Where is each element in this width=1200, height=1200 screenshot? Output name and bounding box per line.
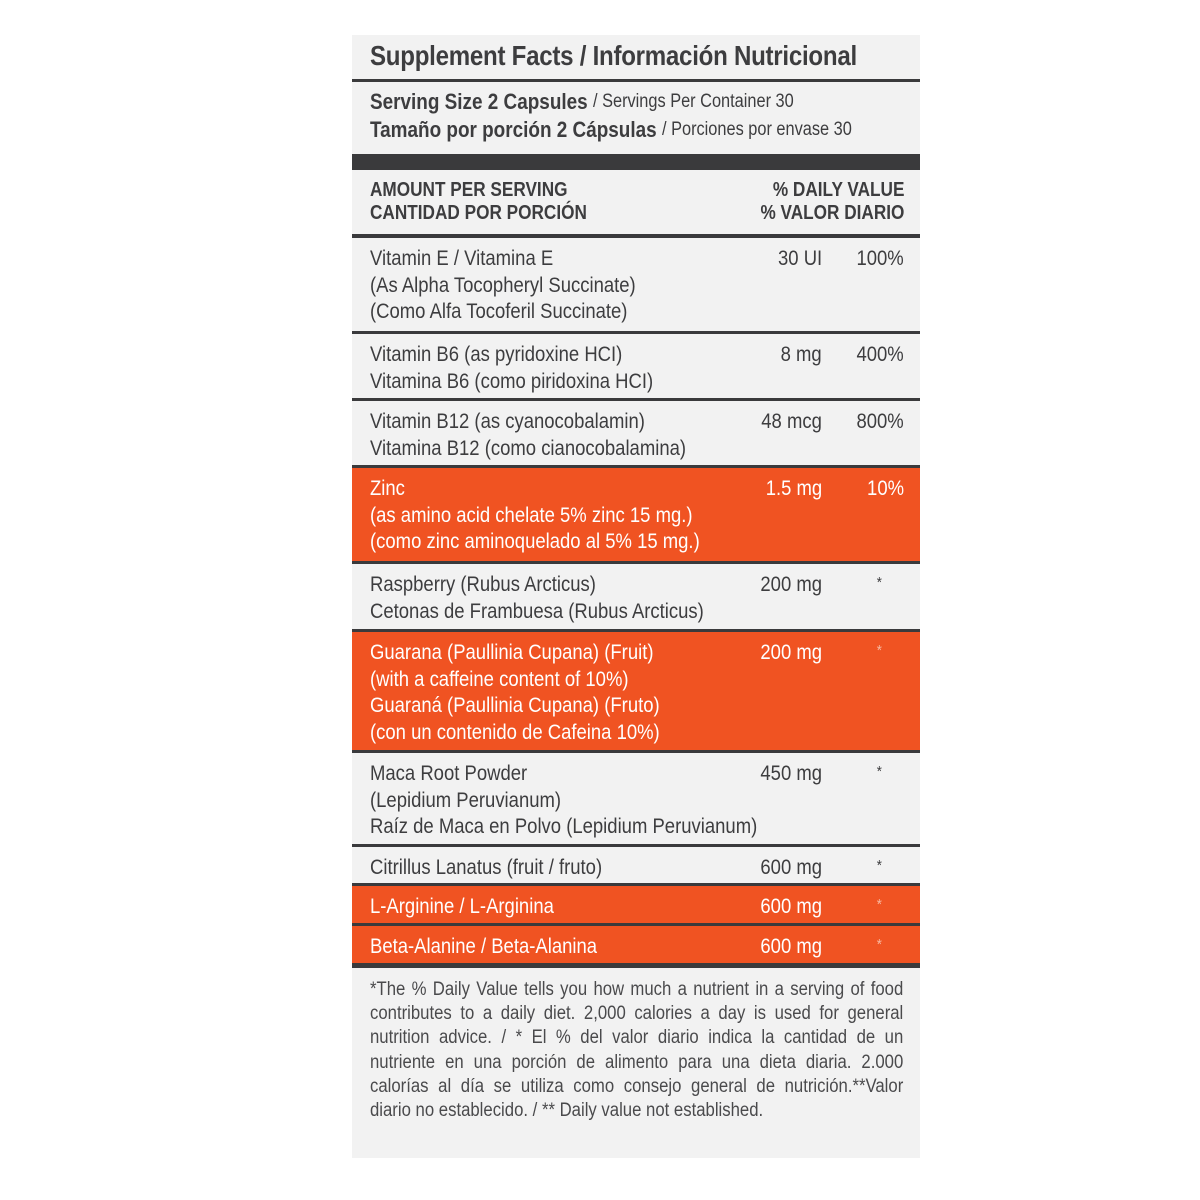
daily-value-header-es: % VALOR DIARIO [760, 202, 904, 224]
nutrient-row [352, 238, 920, 334]
serving-size-en: Serving Size 2 Capsules [370, 89, 588, 114]
servings-per-container-en: / Servings Per Container 30 [592, 91, 794, 112]
daily-value-header-en: % DAILY VALUE [772, 179, 904, 201]
nutrient-amount: 450 mg [760, 762, 822, 785]
nutrient-amount: 200 mg [760, 573, 822, 596]
nutrient-row [352, 753, 920, 847]
nutrient-amount: 1.5 mg [765, 477, 822, 500]
nutrient-daily-value: 400% [856, 343, 904, 366]
nutrient-name-line: (with a caffeine content of 10%) [370, 667, 629, 691]
nutrient-name [370, 342, 692, 395]
nutrient-amount: 30 UI [777, 247, 822, 270]
nutrient-amount: 600 mg [760, 895, 822, 918]
serving-line-es [370, 116, 920, 144]
nutrient-name-line: (como zinc aminoquelado al 5% 15 mg.) [370, 530, 700, 553]
nutrient-row [352, 926, 920, 968]
nutrient-row [352, 847, 920, 886]
nutrient-rows [352, 238, 920, 968]
panel-title [352, 35, 920, 82]
amount-header-en: AMOUNT PER SERVING [370, 179, 568, 201]
title-text: Supplement Facts / Información Nutricional [370, 40, 857, 71]
nutrient-name [370, 246, 672, 326]
nutrient-name-line: Vitamin E / Vitamina E [370, 247, 554, 270]
nutrient-daily-value: 10% [867, 477, 904, 500]
nutrient-row [352, 401, 920, 468]
nutrient-name-line: Citrillus Lanatus (fruit / fruto) [370, 856, 603, 879]
nutrient-amount: 200 mg [760, 641, 822, 664]
nutrient-name-line: (Como Alfa Tocoferil Succinate) [370, 300, 628, 323]
nutrient-name [370, 476, 745, 556]
serving-line-en [370, 88, 920, 116]
serving-info [352, 82, 920, 154]
nutrient-name-line: Zinc [370, 477, 405, 500]
nutrient-row [352, 564, 920, 632]
amount-header-es: CANTIDAD POR PORCIÓN [370, 202, 587, 224]
nutrient-name [370, 934, 628, 961]
divider-bar [352, 154, 920, 170]
nutrient-name [370, 409, 729, 462]
nutrient-daily-value: * [876, 936, 882, 953]
nutrient-name-line: (Lepidium Peruvianum) [370, 788, 562, 812]
table-header [352, 170, 920, 238]
nutrient-daily-value: * [876, 763, 882, 780]
nutrient-name-line: (as amino acid chelate 5% zinc 15 mg.) [370, 503, 693, 527]
nutrient-daily-value: * [876, 642, 882, 659]
nutrient-name-line: Vitamina B6 (como piridoxina HCI) [370, 369, 654, 393]
nutrient-daily-value: 100% [856, 247, 904, 270]
serving-size-es: Tamaño por porción 2 Cápsulas [370, 117, 657, 142]
nutrient-name-line: Vitamin B6 (as pyridoxine HCI) [370, 343, 623, 366]
nutrient-name-line: (con un contenido de Cafeina 10%) [370, 720, 660, 744]
nutrient-name-line: (As Alpha Tocopheryl Succinate) [370, 273, 636, 297]
nutrient-daily-value: * [876, 896, 882, 913]
nutrient-name-line: L-Arginine / L-Arginina [370, 895, 554, 918]
nutrient-name-line: Cetonas de Frambuesa (Rubus Arcticus) [370, 599, 704, 623]
footnote [352, 968, 920, 1123]
nutrient-name-line: Vitamina B12 (como cianocobalamina) [370, 436, 687, 460]
nutrient-name [370, 761, 810, 841]
nutrient-row [352, 886, 920, 926]
nutrient-name [370, 640, 699, 746]
nutrient-name-line: Raíz de Maca en Polvo (Lepidium Peruvianum) [370, 815, 758, 838]
nutrient-name-line: Raspberry (Rubus Arcticus) [370, 573, 596, 596]
nutrient-name-line: Maca Root Powder [370, 762, 528, 785]
daily-value-header [737, 179, 904, 225]
nutrient-name [370, 894, 579, 921]
servings-per-container-es: / Porciones por envase 30 [661, 119, 852, 140]
nutrient-row [352, 632, 920, 753]
nutrient-daily-value: 800% [856, 410, 904, 433]
supplement-facts-panel [352, 35, 920, 1158]
nutrient-name-line: Guaraná (Paullinia Cupana) (Fruto) [370, 694, 660, 717]
nutrient-name-line: Beta-Alanine / Beta-Alanina [370, 935, 598, 958]
nutrient-name [370, 572, 749, 625]
nutrient-amount: 8 mg [780, 343, 822, 366]
nutrient-daily-value: * [876, 857, 882, 874]
nutrient-amount: 600 mg [760, 856, 822, 879]
nutrient-daily-value: * [876, 574, 882, 591]
nutrient-name-line: Vitamin B12 (as cyanocobalamin) [370, 410, 645, 433]
footnote-text: *The % Daily Value tells you how much a nutrient in a serving of food contributes to a daily diet. 2,000 calories a day is used for general nutrition advice. / * El % del valor diario indica la cantidad de un nutriente en una porción de alimento para una dieta diaria. 2.000 calorías al día se utiliza como consejo general de nutrición.**Valor diario no establecido. / ** Daily value not established. [370, 979, 904, 1122]
nutrient-amount: 48 mcg [761, 410, 822, 433]
amount-header [370, 179, 622, 225]
nutrient-amount: 600 mg [760, 935, 822, 958]
nutrient-row [352, 334, 920, 401]
nutrient-row [352, 468, 920, 564]
nutrient-name-line: Guarana (Paullinia Cupana) (Fruit) [370, 641, 654, 664]
nutrient-name [370, 855, 634, 882]
